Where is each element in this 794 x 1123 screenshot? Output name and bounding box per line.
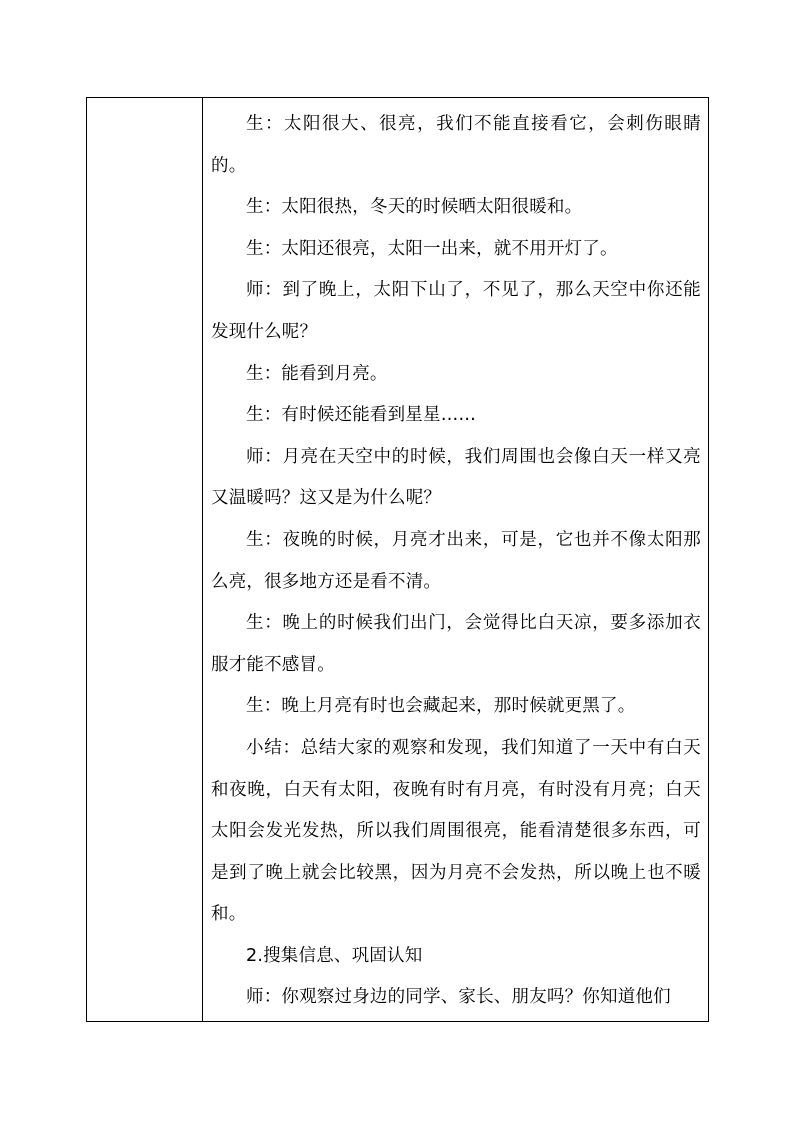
paragraph: 生：太阳很热，冬天的时候晒太阳很暖和。 (246, 197, 583, 218)
summary-paragraph: 小结：总结大家的观察和发现，我们知道了一天中有白天和夜晚，白天有太阳，夜晚有时有月亮，有时没有月亮；白天太阳会发光发热，所以我们周围很亮，能看清楚很多东西，可是到了晚上就会比较黑，因为月亮不会发热，所以晚上也不暖和。 (211, 737, 701, 925)
section-heading: 2.搜集信息、巩固认知 (246, 945, 423, 966)
paragraph: 生：能看到月亮。 (246, 363, 388, 384)
lesson-table (86, 97, 709, 1022)
paragraph: 生：太阳还很亮，太阳一出来，就不用开灯了。 (246, 238, 618, 259)
paragraph: 生：夜晚的时候，月亮才出来，可是，它也并不像太阳那么亮，很多地方还是看不清。 (211, 529, 701, 592)
paragraph: 生：太阳很大、很亮，我们不能直接看它，会刺伤眼睛的。 (211, 114, 701, 176)
paragraph: 师：你观察过身边的同学、家长、朋友吗？你知道他们 (246, 987, 671, 1008)
paragraph: 师：月亮在天空中的时候，我们周围也会像白天一样又亮又温暖吗？这又是为什么呢？ (211, 446, 701, 509)
table-content-cell (203, 98, 708, 1021)
table-left-cell (87, 98, 203, 1021)
paragraph: 生：晚上的时候我们出门，会觉得比白天凉，要多添加衣服才能不感冒。 (211, 613, 701, 675)
paragraph: 生：晚上月亮有时也会藏起来，那时候就更黑了。 (246, 696, 636, 717)
paragraph: 生：有时候还能看到星星…… (246, 405, 477, 426)
paragraph: 师：到了晚上，太阳下山了，不见了，那么天空中你还能发现什么呢？ (211, 280, 701, 342)
